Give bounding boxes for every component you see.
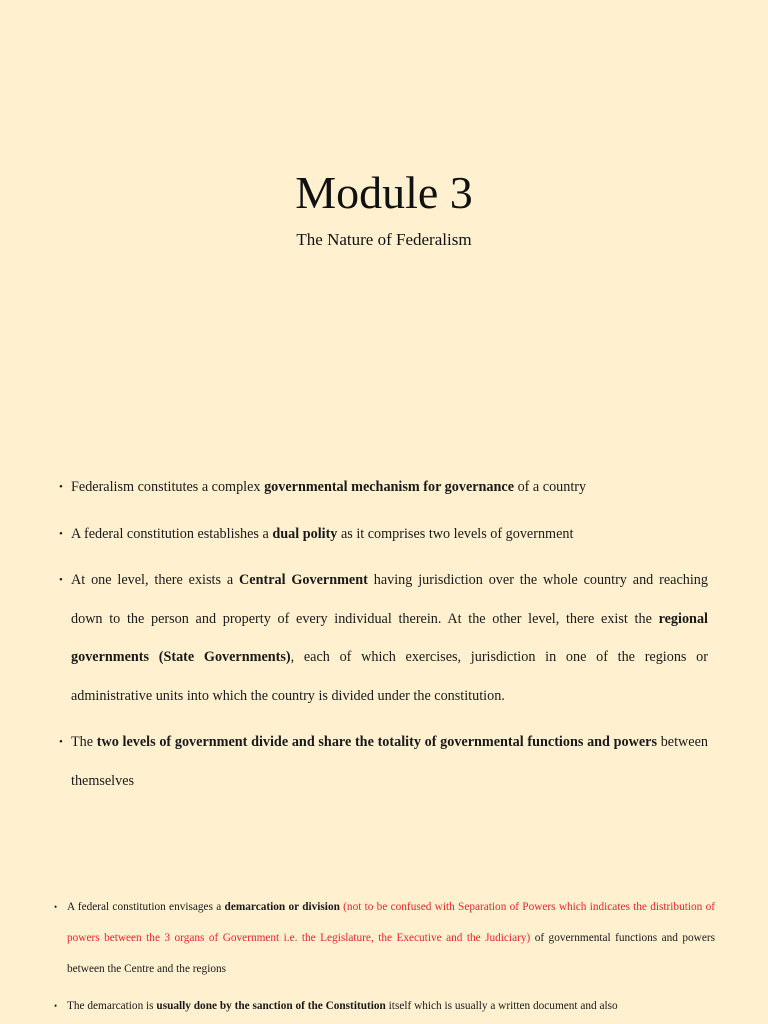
bold-text: two levels of government divide and share the totality of governmental functions and powers	[96, 734, 657, 750]
bullet-icon: •	[59, 481, 63, 493]
text-run: of governmental functions and powers between the Centre and the regions	[67, 932, 715, 975]
page-title: Module 3	[295, 167, 473, 218]
bullet-icon: •	[59, 574, 63, 586]
bold-text: usually done by the sanction of the Constitution	[156, 1000, 386, 1012]
bullet-icon: •	[59, 736, 63, 748]
list-item	[56, 561, 708, 715]
text-run: A federal constitution establishes a	[71, 525, 273, 542]
list-item	[52, 892, 715, 985]
bullet-list-secondary	[52, 892, 715, 1022]
list-item	[56, 723, 708, 800]
text-run: itself which is usually a written document and also	[385, 1000, 618, 1012]
text-run: A federal constitution envisages a	[67, 901, 225, 913]
page-subtitle: The Nature of Federalism	[296, 230, 472, 249]
text-run: , each of which exercises, jurisdiction in one of the regions or administrative units into which the country is divided under the constitution.	[71, 649, 708, 704]
text-run: The demarcation is	[67, 1000, 157, 1012]
text-run: At one level, there exists a	[71, 572, 240, 588]
text-run: The	[71, 734, 97, 750]
list-item	[56, 468, 708, 507]
bold-text: dual polity	[272, 525, 338, 542]
list-item	[52, 991, 715, 1022]
bullet-icon: •	[59, 527, 63, 540]
bold-text: demarcation or division	[224, 901, 340, 913]
text-run: Federalism constitutes a complex	[71, 479, 265, 495]
text-run: of a country	[514, 479, 587, 495]
bullet-icon: •	[54, 1001, 58, 1011]
text-run: as it comprises two levels of government	[337, 525, 574, 542]
bold-text: Central Government	[239, 572, 368, 588]
bold-text: regional governments (State Governments)	[71, 610, 708, 665]
red-note-text: (not to be confused with Separation of Powers which indicates the distribution of powers between the 3 organs of Government i.e. the Legislature, the Executive and the Judiciary)	[67, 901, 715, 944]
bold-text: governmental mechanism for governance	[264, 479, 515, 495]
list-item	[56, 515, 708, 554]
bullet-list-main	[56, 468, 708, 800]
bullet-icon: •	[54, 902, 58, 912]
text-run: between themselves	[71, 734, 708, 789]
text-run: having jurisdiction over the whole country and reaching down to the person and property of every individual therein. At the other level, there exist the	[71, 572, 708, 627]
